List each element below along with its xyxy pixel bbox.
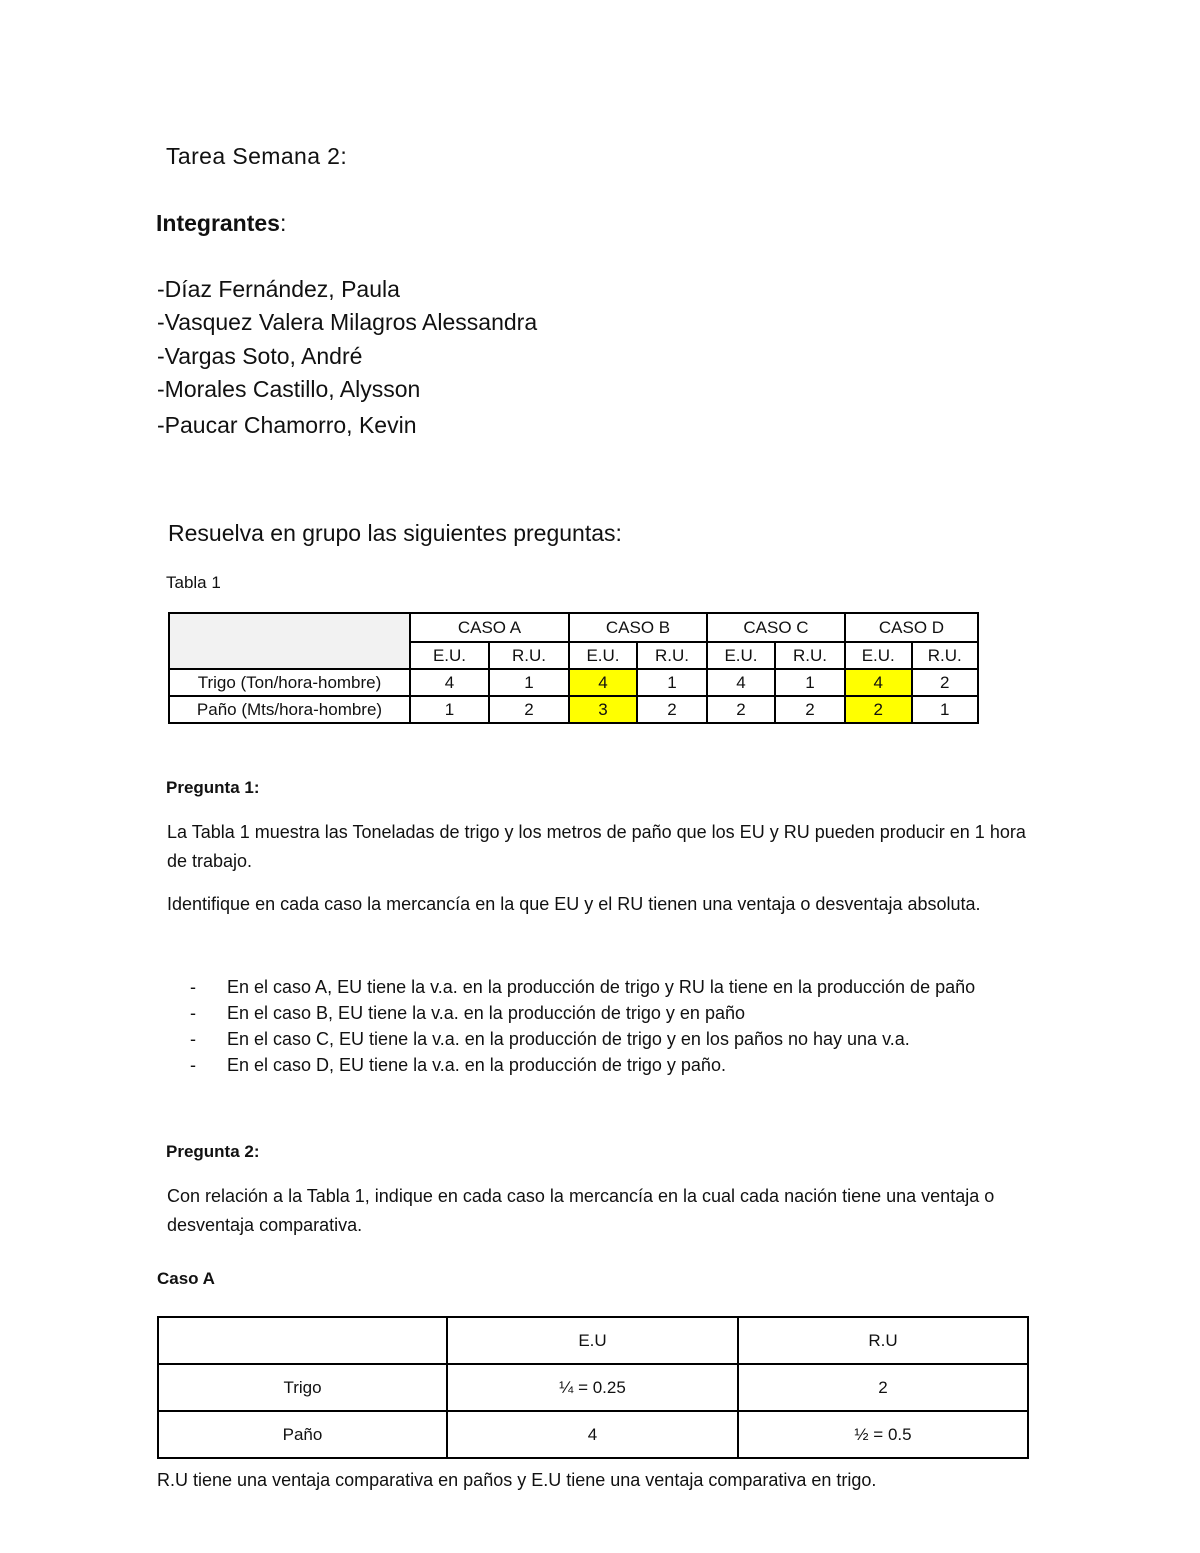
table-cell: 2 (489, 696, 569, 723)
table-cell: 2 (637, 696, 707, 723)
list-item-text: En el caso C, EU tiene la v.a. en la producción de trigo y en los paños no hay una v.a. (227, 1029, 910, 1049)
bullet-marker: - (190, 1029, 196, 1049)
table-cell: 1 (912, 696, 979, 723)
table-cell-highlighted: 2 (845, 696, 912, 723)
member-name: -Vargas Soto, André (157, 343, 363, 369)
question-2-paragraph: Con relación a la Tabla 1, indique en cada caso la mercancía en la cual cada nación tiene una ventaja o desventaja comparativa. (167, 1186, 995, 1235)
table-cell: 2 (912, 669, 979, 696)
list-item (190, 974, 1007, 1000)
table-cell: 4 (447, 1411, 738, 1458)
list-item (190, 1026, 1007, 1052)
table-cell-highlighted: 3 (569, 696, 637, 723)
member-name: -Díaz Fernández, Paula (157, 276, 400, 302)
list-item-text: En el caso A, EU tiene la v.a. en la producción de trigo y RU la tiene en la producción de paño (227, 977, 976, 997)
column-header: E.U (447, 1317, 738, 1364)
country-header: E.U. (569, 642, 637, 669)
table-cell: ¼ = 0.25 (447, 1364, 738, 1411)
table-1-label: Tabla 1 (166, 573, 221, 592)
integrantes-heading (156, 210, 286, 237)
country-header: E.U. (410, 642, 489, 669)
question-1-heading: Pregunta 1: (166, 778, 260, 797)
bullet-marker: - (190, 1055, 196, 1075)
case-a-heading: Caso A (157, 1269, 215, 1288)
case-header: CASO D (845, 613, 978, 642)
question-1-paragraph: Identifique en cada caso la mercancía en la que EU y el RU tienen una ventaja o desventaja absoluta. (167, 894, 981, 914)
list-item (190, 1000, 1007, 1026)
column-header: R.U (738, 1317, 1028, 1364)
table-row (158, 1317, 1028, 1364)
answer-list (190, 974, 1007, 1078)
page-title: Tarea Semana 2: (166, 143, 348, 169)
row-label: Paño (158, 1411, 447, 1458)
table-cell: 1 (637, 669, 707, 696)
question-2-heading: Pregunta 2: (166, 1142, 260, 1161)
table-cell: 1 (775, 669, 845, 696)
row-label: Trigo (158, 1364, 447, 1411)
table-row (158, 1364, 1028, 1411)
table-cell: 2 (775, 696, 845, 723)
table-cell: 4 (410, 669, 489, 696)
member-name: -Vasquez Valera Milagros Alessandra (157, 309, 538, 335)
bullet-marker: - (190, 1003, 196, 1023)
table-cell-highlighted: 4 (569, 669, 637, 696)
table-cell-highlighted: 4 (845, 669, 912, 696)
case-header: CASO B (569, 613, 707, 642)
country-header: E.U. (845, 642, 912, 669)
country-header: E.U. (707, 642, 775, 669)
integrantes-label: Integrantes (156, 210, 280, 236)
case-header: CASO A (410, 613, 569, 642)
row-label: Paño (Mts/hora-hombre) (169, 696, 410, 723)
table-corner-cell (169, 613, 410, 669)
instruction-heading: Resuelva en grupo las siguientes preguntas: (168, 520, 622, 546)
case-a-conclusion: R.U tiene una ventaja comparativa en paños y E.U tiene una ventaja comparativa en trigo. (157, 1470, 877, 1490)
row-label: Trigo (Ton/hora-hombre) (169, 669, 410, 696)
member-name: -Morales Castillo, Alysson (157, 376, 421, 402)
table-row (158, 1411, 1028, 1458)
question-1-paragraph: La Tabla 1 muestra las Toneladas de trigo y los metros de paño que los EU y RU pueden producir en 1 hora de trabajo. (167, 822, 1026, 871)
table-row (169, 669, 978, 696)
integrantes-colon: : (279, 210, 287, 236)
case-a-table (157, 1316, 1029, 1459)
country-header: R.U. (775, 642, 845, 669)
table-cell: 1 (410, 696, 489, 723)
list-item-text: En el caso B, EU tiene la v.a. en la producción de trigo y en paño (227, 1003, 745, 1023)
table-cell: 2 (707, 696, 775, 723)
table-cell: 2 (738, 1364, 1028, 1411)
list-item (190, 1052, 1007, 1078)
table-1 (168, 612, 979, 724)
country-header: R.U. (912, 642, 979, 669)
table-corner-cell (158, 1317, 447, 1364)
table-cell: 1 (489, 669, 569, 696)
list-item-text: En el caso D, EU tiene la v.a. en la producción de trigo y paño. (227, 1055, 726, 1075)
bullet-marker: - (190, 977, 196, 997)
table-row (169, 613, 978, 642)
table-cell: 4 (707, 669, 775, 696)
table-row (169, 696, 978, 723)
member-name: -Paucar Chamorro, Kevin (157, 412, 417, 438)
country-header: R.U. (637, 642, 707, 669)
case-header: CASO C (707, 613, 845, 642)
table-cell: ½ = 0.5 (738, 1411, 1028, 1458)
country-header: R.U. (489, 642, 569, 669)
